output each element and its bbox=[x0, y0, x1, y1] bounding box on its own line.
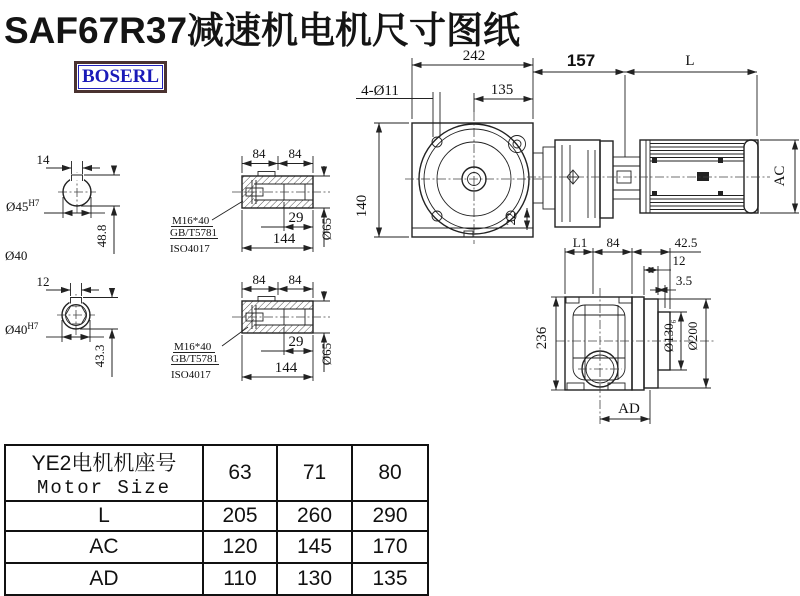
std2-label: ISO4017 bbox=[171, 369, 211, 381]
cell: 260 bbox=[277, 501, 352, 531]
motor-size-table bbox=[4, 444, 429, 596]
dim-motor-len: L bbox=[685, 53, 695, 69]
dim-bore-height: 48.8 bbox=[94, 224, 109, 248]
dim-width: 242 bbox=[462, 48, 486, 64]
motor-side-view bbox=[527, 51, 799, 227]
cell: 135 bbox=[352, 563, 428, 595]
row-label: AD bbox=[5, 563, 203, 595]
thread-label: M16*40 bbox=[172, 215, 210, 227]
boserl-logo-text: BOSERL bbox=[78, 65, 163, 89]
dim-height: 140 bbox=[354, 194, 370, 218]
dim-depth: 29 bbox=[288, 210, 304, 226]
table-row-L bbox=[5, 501, 428, 531]
dim-flange-dia: Ø200 bbox=[685, 321, 700, 351]
page-title: SAF67R37减速机电机尺寸图纸 bbox=[4, 10, 521, 51]
dim-len-b: 84 bbox=[288, 272, 302, 287]
dim-d2: 42.5 bbox=[674, 235, 698, 250]
cell: 130 bbox=[277, 563, 352, 595]
dim-d3: 12 bbox=[672, 253, 686, 268]
std1-label: GB/T5781 bbox=[171, 353, 219, 365]
table-header-cell bbox=[5, 445, 203, 501]
std1-label: GB/T5781 bbox=[170, 227, 218, 239]
dim-len-a: 84 bbox=[252, 272, 266, 287]
table-row-AC bbox=[5, 531, 428, 563]
std2-label: ISO4017 bbox=[170, 243, 210, 255]
cell: 145 bbox=[277, 531, 352, 563]
dim-key-width: 12 bbox=[36, 274, 50, 289]
dim-ad: AD bbox=[618, 401, 640, 417]
table-header-en: Motor Size bbox=[36, 477, 172, 499]
cell: 120 bbox=[203, 531, 277, 563]
dim-d1: 84 bbox=[606, 235, 620, 250]
dim-len-b: 84 bbox=[288, 146, 302, 161]
gearbox-front-view bbox=[354, 48, 543, 244]
cell: 205 bbox=[203, 501, 277, 531]
dim-motor-dia: AC bbox=[772, 165, 788, 187]
dim-l1: L1 bbox=[572, 235, 588, 250]
bolt-holes-label: 4-Ø11 bbox=[361, 83, 399, 99]
motor-size-63: 63 bbox=[203, 445, 277, 501]
cell: 170 bbox=[352, 531, 428, 563]
gearbox-side-view bbox=[534, 235, 714, 424]
dim-key-width: 14 bbox=[36, 152, 50, 167]
dim-gear-len: 157 bbox=[566, 51, 596, 70]
dim-height: 236 bbox=[534, 326, 550, 350]
dim-depth: 29 bbox=[288, 334, 304, 350]
dim-outer-dia: Ø40 bbox=[5, 248, 28, 263]
dim-bore-height: 43.3 bbox=[92, 344, 107, 368]
hollow-shaft-bottom bbox=[171, 272, 334, 381]
cell: 110 bbox=[203, 563, 277, 595]
dim-offset: 22 bbox=[503, 212, 518, 226]
dim-spigot: $Ø130_6$ bbox=[661, 319, 678, 353]
cell: 290 bbox=[352, 501, 428, 531]
dim-bore-label: $Ø45^{H7}$ bbox=[6, 198, 40, 214]
dim-length: 144 bbox=[274, 360, 298, 376]
dim-bore-label: $Ø40^{H7}$ bbox=[5, 321, 39, 337]
dim-len-a: 84 bbox=[252, 146, 266, 161]
dim-length: 144 bbox=[272, 231, 296, 247]
solid-shaft-section-bottom bbox=[5, 274, 118, 377]
dim-dia: Ø65 bbox=[319, 342, 334, 366]
solid-shaft-section-top bbox=[5, 152, 120, 263]
table-header-row bbox=[5, 445, 428, 501]
dim-flange: 135 bbox=[490, 82, 514, 98]
motor-size-71: 71 bbox=[277, 445, 352, 501]
hollow-shaft-top bbox=[170, 146, 334, 255]
row-label: L bbox=[5, 501, 203, 531]
thread-label: M16*40 bbox=[174, 341, 212, 353]
row-label: AC bbox=[5, 531, 203, 563]
motor-size-80: 80 bbox=[352, 445, 428, 501]
dim-dia: Ø65 bbox=[319, 217, 334, 241]
table-header-cn: YE2电机机座号 bbox=[31, 452, 177, 475]
dim-d4: 3.5 bbox=[675, 273, 693, 288]
table-row-AD bbox=[5, 563, 428, 595]
